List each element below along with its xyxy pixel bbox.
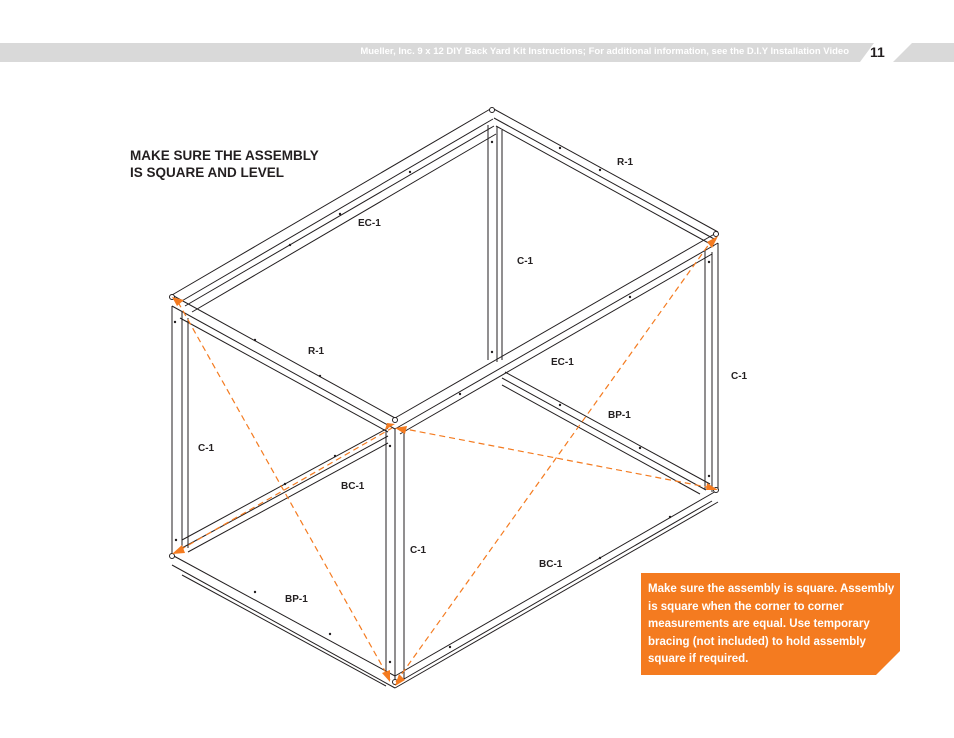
label-c1-left: C-1 <box>198 443 215 454</box>
top-rail-ec1 <box>172 108 496 312</box>
label-bp1-back: BP-1 <box>608 410 631 421</box>
label-bc1-front: BC-1 <box>539 559 563 570</box>
label-c1-back: C-1 <box>517 256 534 267</box>
label-bc1-left: BC-1 <box>341 481 365 492</box>
label-r1-front: R-1 <box>308 346 325 357</box>
measurement-arrowheads <box>172 236 718 686</box>
post-front <box>386 429 404 684</box>
heading-line-1: MAKE SURE THE ASSEMBLY <box>130 148 319 163</box>
label-ec1-top: EC-1 <box>358 218 381 229</box>
label-c1-right: C-1 <box>731 371 748 382</box>
post-right <box>705 243 718 492</box>
bottom-rail-bp1-back <box>502 372 710 494</box>
callout-text: Make sure the assembly is square. Assembly is square when the corner to corner measurements are equal. Use temporary bracing (not included) to hold assembly square if required. <box>648 583 895 665</box>
square-assembly-note <box>641 573 900 675</box>
heading-line-2: IS SQUARE AND LEVEL <box>130 165 285 180</box>
label-r1-top: R-1 <box>617 157 634 168</box>
header-title: Mueller, Inc. 9 x 12 DIY Back Yard Kit Instructions; For additional information, see the D.I.Y Installation Video <box>360 46 849 57</box>
top-rail-r1-back <box>492 108 718 246</box>
diagonal-measurements <box>178 240 712 682</box>
bottom-rail-bp1-front <box>172 555 395 688</box>
label-ec1-right: EC-1 <box>551 357 574 368</box>
top-rail-ec1-right <box>395 232 718 434</box>
label-c1-front: C-1 <box>410 545 427 556</box>
top-rail-r1-front <box>172 295 395 432</box>
page-number: 11 <box>870 44 885 60</box>
label-bp1-front: BP-1 <box>285 594 308 605</box>
post-front-left <box>172 306 188 555</box>
post-back <box>488 125 502 362</box>
